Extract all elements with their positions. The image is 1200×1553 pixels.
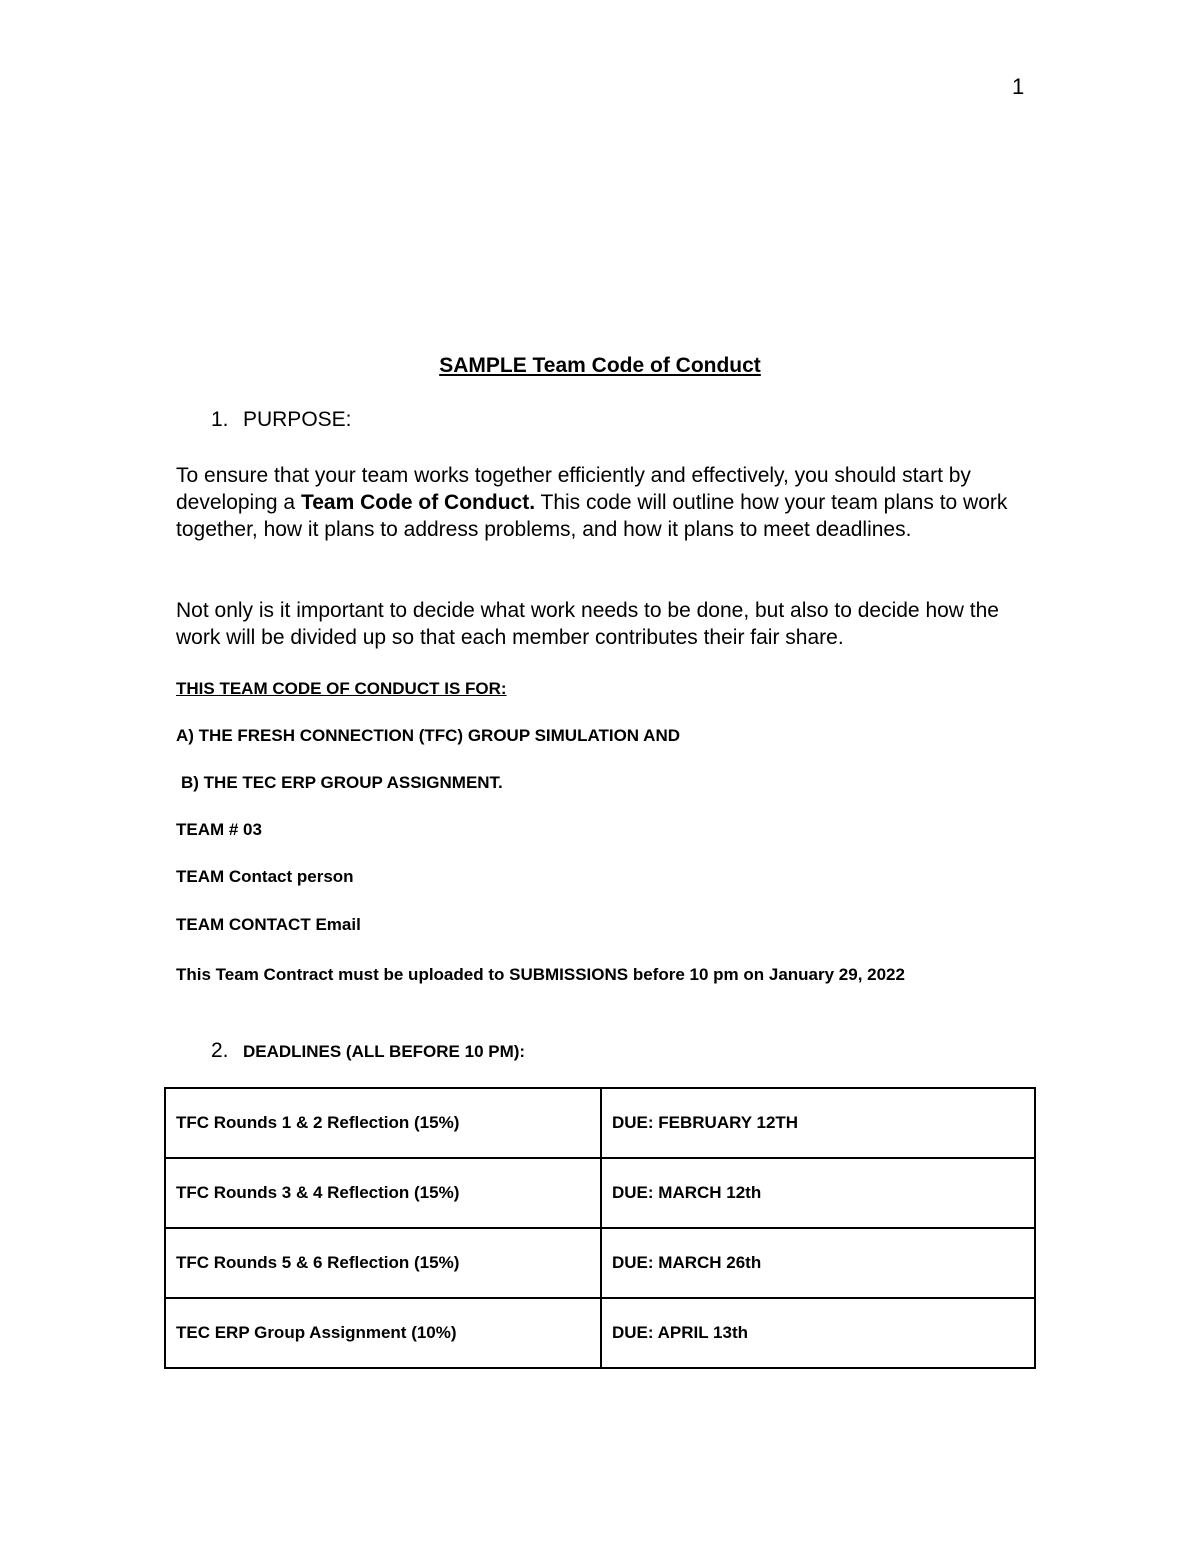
deadline-due: DUE: FEBRUARY 12TH: [601, 1088, 1035, 1158]
table-row: [165, 1298, 1035, 1368]
table-row: [165, 1088, 1035, 1158]
section-2-label: DEADLINES (ALL BEFORE 10 PM):: [242, 1042, 526, 1061]
deadline-task: TEC ERP Group Assignment (10%): [165, 1298, 601, 1368]
section-2-number: 2.: [211, 1039, 229, 1062]
document-title: SAMPLE Team Code of Conduct: [439, 354, 761, 377]
table-row: [165, 1228, 1035, 1298]
team-number: TEAM # 03: [176, 820, 262, 839]
purpose-text-part1: To ensure that your team works together efficiently and effectively, you should start by developing a: [176, 464, 971, 514]
deadline-task: TFC Rounds 5 & 6 Reflection (15%): [165, 1228, 601, 1298]
deadline-due: DUE: MARCH 12th: [601, 1158, 1035, 1228]
upload-notice: This Team Contract must be uploaded to SUBMISSIONS before 10 pm on January 29, 2022: [176, 965, 905, 984]
page-number: 1: [1012, 74, 1025, 99]
deadlines-table: [164, 1087, 1036, 1369]
deadline-due: DUE: MARCH 26th: [601, 1228, 1035, 1298]
section-1-label: PURPOSE:: [242, 408, 352, 431]
purpose-text-bold: Team Code of Conduct.: [300, 491, 536, 514]
team-contact-person: TEAM Contact person: [176, 867, 354, 886]
purpose-text-part2: This code will outline how your team plans to work together, how it plans to address problems, and how it plans to meet deadlines.: [176, 491, 1008, 541]
section-1-number: 1.: [211, 408, 229, 431]
team-contact-email: TEAM CONTACT Email: [176, 915, 361, 934]
deadline-due: DUE: APRIL 13th: [601, 1298, 1035, 1368]
section-1-heading: [211, 408, 352, 432]
purpose-paragraph: [176, 462, 1036, 543]
deadline-task: TFC Rounds 1 & 2 Reflection (15%): [165, 1088, 601, 1158]
division-paragraph: Not only is it important to decide what work needs to be done, but also to decide how the work will be divided up so that each member contributes their fair share.: [176, 599, 999, 649]
section-2-heading: [211, 1039, 525, 1063]
table-row: [165, 1158, 1035, 1228]
item-b: B) THE TEC ERP GROUP ASSIGNMENT.: [181, 773, 503, 792]
deadline-task: TFC Rounds 3 & 4 Reflection (15%): [165, 1158, 601, 1228]
code-for-heading: THIS TEAM CODE OF CONDUCT IS FOR:: [176, 679, 507, 698]
item-a: A) THE FRESH CONNECTION (TFC) GROUP SIMULATION AND: [176, 726, 680, 745]
